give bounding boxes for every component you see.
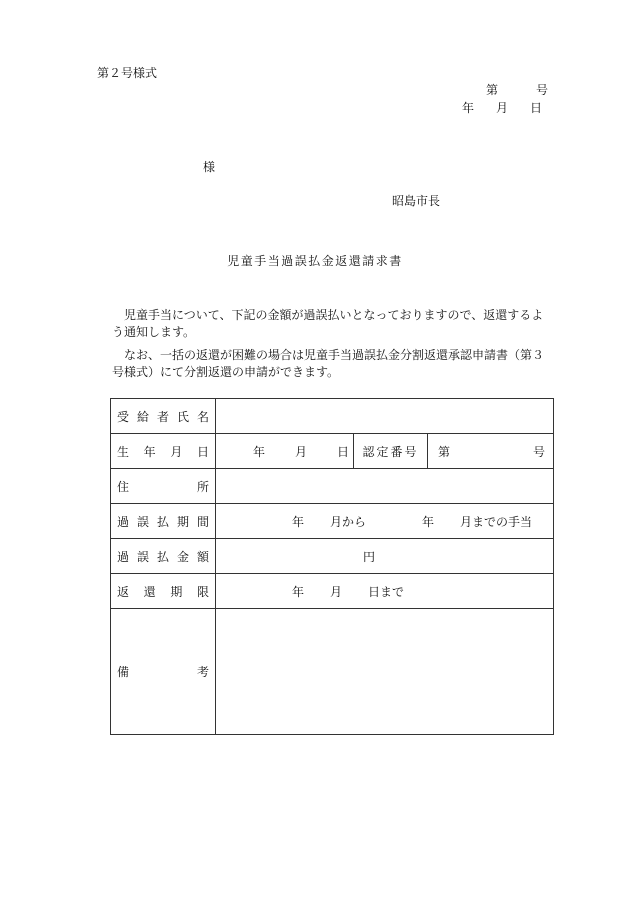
label-char: 月 bbox=[170, 444, 183, 459]
label-char: 受 bbox=[117, 409, 130, 424]
doc-number-go: 号 bbox=[536, 83, 549, 97]
label-char: 生 bbox=[117, 444, 130, 459]
deadline-month: 月 bbox=[330, 584, 343, 599]
addressee-suffix: 様 bbox=[203, 160, 216, 174]
label-char: 住 bbox=[117, 479, 130, 494]
label-remarks bbox=[111, 609, 216, 735]
cert-number-dai: 第 bbox=[438, 444, 451, 459]
form-number: 第２号様式 bbox=[97, 66, 158, 80]
birth-day-unit: 日 bbox=[336, 444, 349, 459]
birth-year-unit: 年 bbox=[252, 444, 265, 459]
label-char: 金 bbox=[176, 549, 189, 564]
deadline-year: 年 bbox=[292, 584, 305, 599]
overpay-period-field[interactable] bbox=[216, 504, 554, 539]
label-char: 間 bbox=[196, 514, 209, 529]
birth-month-unit: 月 bbox=[294, 444, 307, 459]
period-to-month: 月までの手当 bbox=[460, 514, 533, 529]
document-number bbox=[486, 83, 548, 97]
issuer: 昭島市長 bbox=[392, 194, 441, 208]
label-address bbox=[111, 469, 216, 504]
label-char: 年 bbox=[143, 444, 156, 459]
doc-number-dai: 第 bbox=[486, 83, 499, 97]
row-overpay-period bbox=[111, 504, 554, 539]
label-cert-number: 認定番号 bbox=[354, 434, 428, 469]
row-return-deadline bbox=[111, 574, 554, 609]
row-remarks bbox=[111, 609, 554, 735]
label-char: 氏 bbox=[176, 409, 189, 424]
label-char: 払 bbox=[156, 514, 169, 529]
label-char: 過 bbox=[117, 549, 130, 564]
label-overpay-amount bbox=[111, 539, 216, 574]
recipient-name-field[interactable] bbox=[216, 399, 554, 434]
label-char: 過 bbox=[117, 514, 130, 529]
label-char: 備 bbox=[117, 665, 130, 679]
label-char: 還 bbox=[143, 584, 156, 599]
label-char: 名 bbox=[196, 409, 209, 424]
label-recipient-name bbox=[111, 399, 216, 434]
label-char: 期 bbox=[176, 514, 189, 529]
doc-date-day: 日 bbox=[530, 101, 543, 115]
row-address bbox=[111, 469, 554, 504]
label-char: 払 bbox=[156, 549, 169, 564]
period-from-year: 年 bbox=[292, 514, 305, 529]
label-birth-date bbox=[111, 434, 216, 469]
doc-date-year: 年 bbox=[462, 101, 475, 115]
label-char: 誤 bbox=[136, 514, 149, 529]
label-char: 額 bbox=[196, 549, 209, 564]
label-return-deadline bbox=[111, 574, 216, 609]
document-date bbox=[462, 101, 542, 115]
cert-number-go: 号 bbox=[533, 444, 546, 459]
doc-date-month: 月 bbox=[496, 101, 509, 115]
label-char: 者 bbox=[156, 409, 169, 424]
label-char: 期 bbox=[170, 584, 183, 599]
return-deadline-field[interactable] bbox=[216, 574, 554, 609]
deadline-day: 日まで bbox=[368, 584, 405, 599]
period-from-month: 月から bbox=[330, 514, 367, 529]
amount-unit-yen: 円 bbox=[363, 549, 376, 564]
document-title: 児童手当過誤払金返還請求書 bbox=[227, 254, 403, 268]
label-char: 限 bbox=[196, 584, 209, 599]
label-char: 考 bbox=[196, 665, 209, 679]
birth-date-field[interactable] bbox=[216, 434, 354, 469]
label-char: 給 bbox=[136, 409, 149, 424]
address-field[interactable] bbox=[216, 469, 554, 504]
row-recipient-name bbox=[111, 399, 554, 434]
row-overpay-amount bbox=[111, 539, 554, 574]
body-paragraph-2: なお、一括の返還が困難の場合は児童手当過誤払金分割返還承認申請書（第３号様式）にて分割返還の申請ができます。 bbox=[112, 348, 545, 379]
body-paragraph-1: 児童手当について、下記の金額が過誤払いとなっておりますので、返還するよう通知します。 bbox=[112, 308, 544, 339]
label-char: 所 bbox=[196, 479, 209, 494]
label-overpay-period bbox=[111, 504, 216, 539]
label-char: 日 bbox=[196, 444, 209, 459]
overpay-amount-field[interactable] bbox=[216, 539, 554, 574]
remarks-field[interactable] bbox=[216, 609, 554, 735]
label-char: 誤 bbox=[136, 549, 149, 564]
row-birth-date bbox=[111, 434, 554, 469]
label-char: 返 bbox=[117, 584, 130, 599]
claim-form-table bbox=[110, 398, 554, 735]
cert-number-field[interactable] bbox=[428, 434, 554, 469]
period-to-year: 年 bbox=[422, 514, 435, 529]
